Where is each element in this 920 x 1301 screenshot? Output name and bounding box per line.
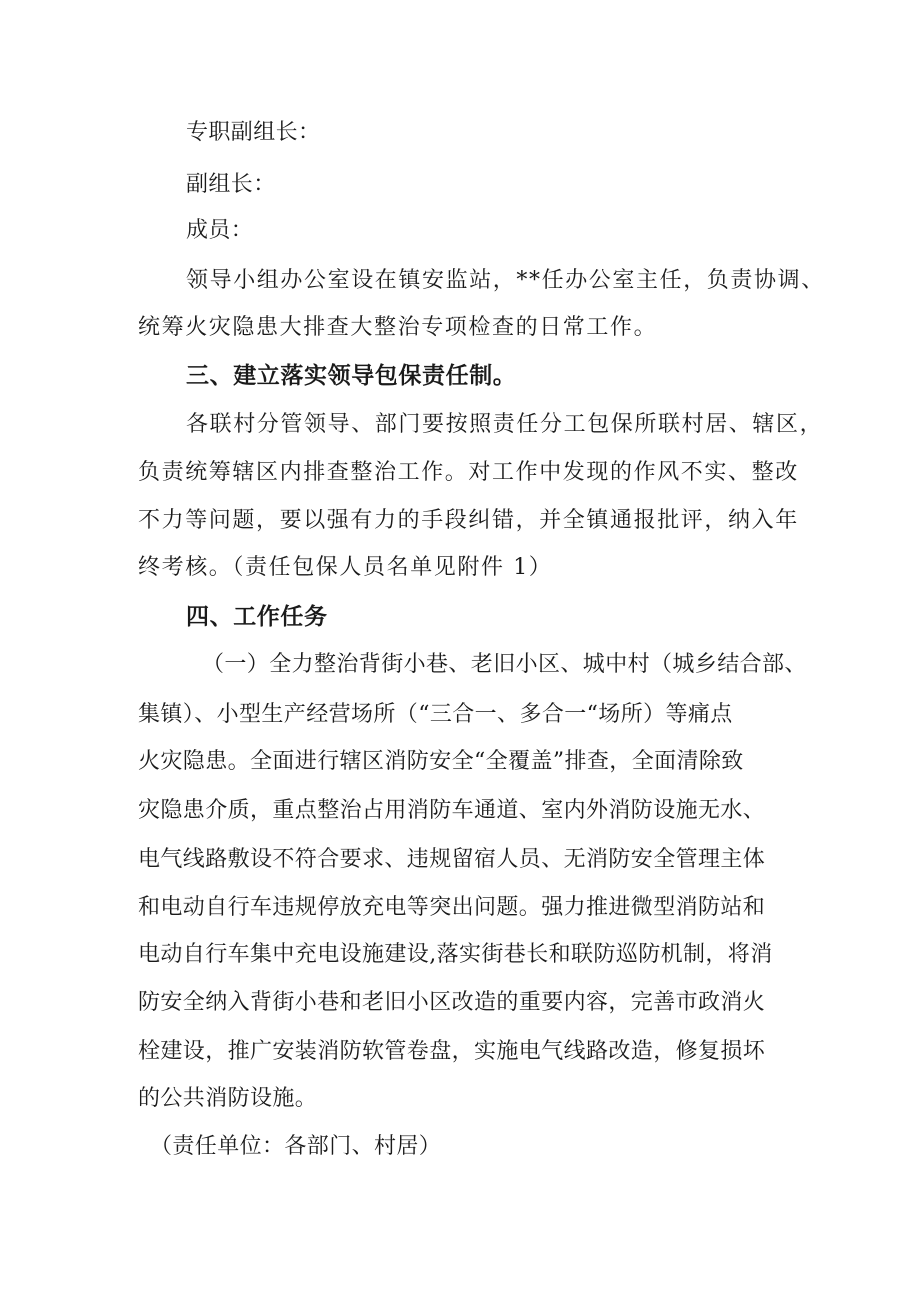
office-paragraph-line: 统筹火灾隐患大排查大整治专项检查的日常工作。 bbox=[138, 315, 658, 340]
section4-item-line: 防安全纳入背街小巷和老旧小区改造的重要内容，完善市政消火 bbox=[138, 990, 766, 1015]
office-paragraph-line: 领导小组办公室设在镇安监站，**任办公室主任，负责协调、 bbox=[186, 268, 825, 293]
section3-heading: 三、建立落实领导包保责任制。 bbox=[186, 363, 517, 389]
section4-item-line: 集镇）、小型生产经营场所（“三合一、多合一“场所）等痛点 bbox=[138, 702, 733, 727]
section4-heading: 四、工作任务 bbox=[186, 604, 328, 630]
section4-item-line: 和电动自行车违规停放充电等突出问题。强力推进微型消防站和 bbox=[138, 895, 766, 920]
role-members: 成员： bbox=[186, 218, 254, 243]
section4-item-line: 电动自行车集中充电设施建设,落实街巷长和联防巡防机制，将消 bbox=[138, 942, 773, 967]
role-deputy-leader: 副组长： bbox=[186, 172, 276, 197]
section4-item-line: 灾隐患介质，重点整治占用消防车通道、室内外消防设施无水、 bbox=[138, 798, 766, 823]
section4-item-line: （一）全力整治背街小巷、老旧小区、城中村（城乡结合部、 bbox=[202, 652, 807, 677]
responsibility-note: （责任单位：各部门、村居） bbox=[150, 1134, 442, 1159]
role-deputy-leader-fulltime: 专职副组长： bbox=[186, 120, 321, 145]
section4-item-line: 的公共消防设施。 bbox=[138, 1086, 318, 1111]
section3-paragraph-line: 负责统筹辖区内排查整治工作。对工作中发现的作风不实、整改 bbox=[138, 460, 799, 485]
section4-item-line: 电气线路敷设不符合要求、违规留宿人员、无消防安全管理主体 bbox=[138, 847, 766, 872]
section3-paragraph-line: 终考核。（责任包保人员名单见附件 1） bbox=[138, 555, 553, 580]
section4-item-line: 栓建设，推广安装消防软管卷盘，实施电气线路改造，修复损坏 bbox=[138, 1039, 766, 1064]
section3-paragraph-line: 不力等问题，要以强有力的手段纠错，并全镇通报批评，纳入年 bbox=[138, 508, 799, 533]
section3-paragraph-line: 各联村分管领导、部门要按照责任分工包保所联村居、辖区， bbox=[186, 412, 824, 437]
section4-item-line: 火灾隐患。全面进行辖区消防安全“全覆盖”排查，全面清除致 bbox=[138, 749, 744, 774]
